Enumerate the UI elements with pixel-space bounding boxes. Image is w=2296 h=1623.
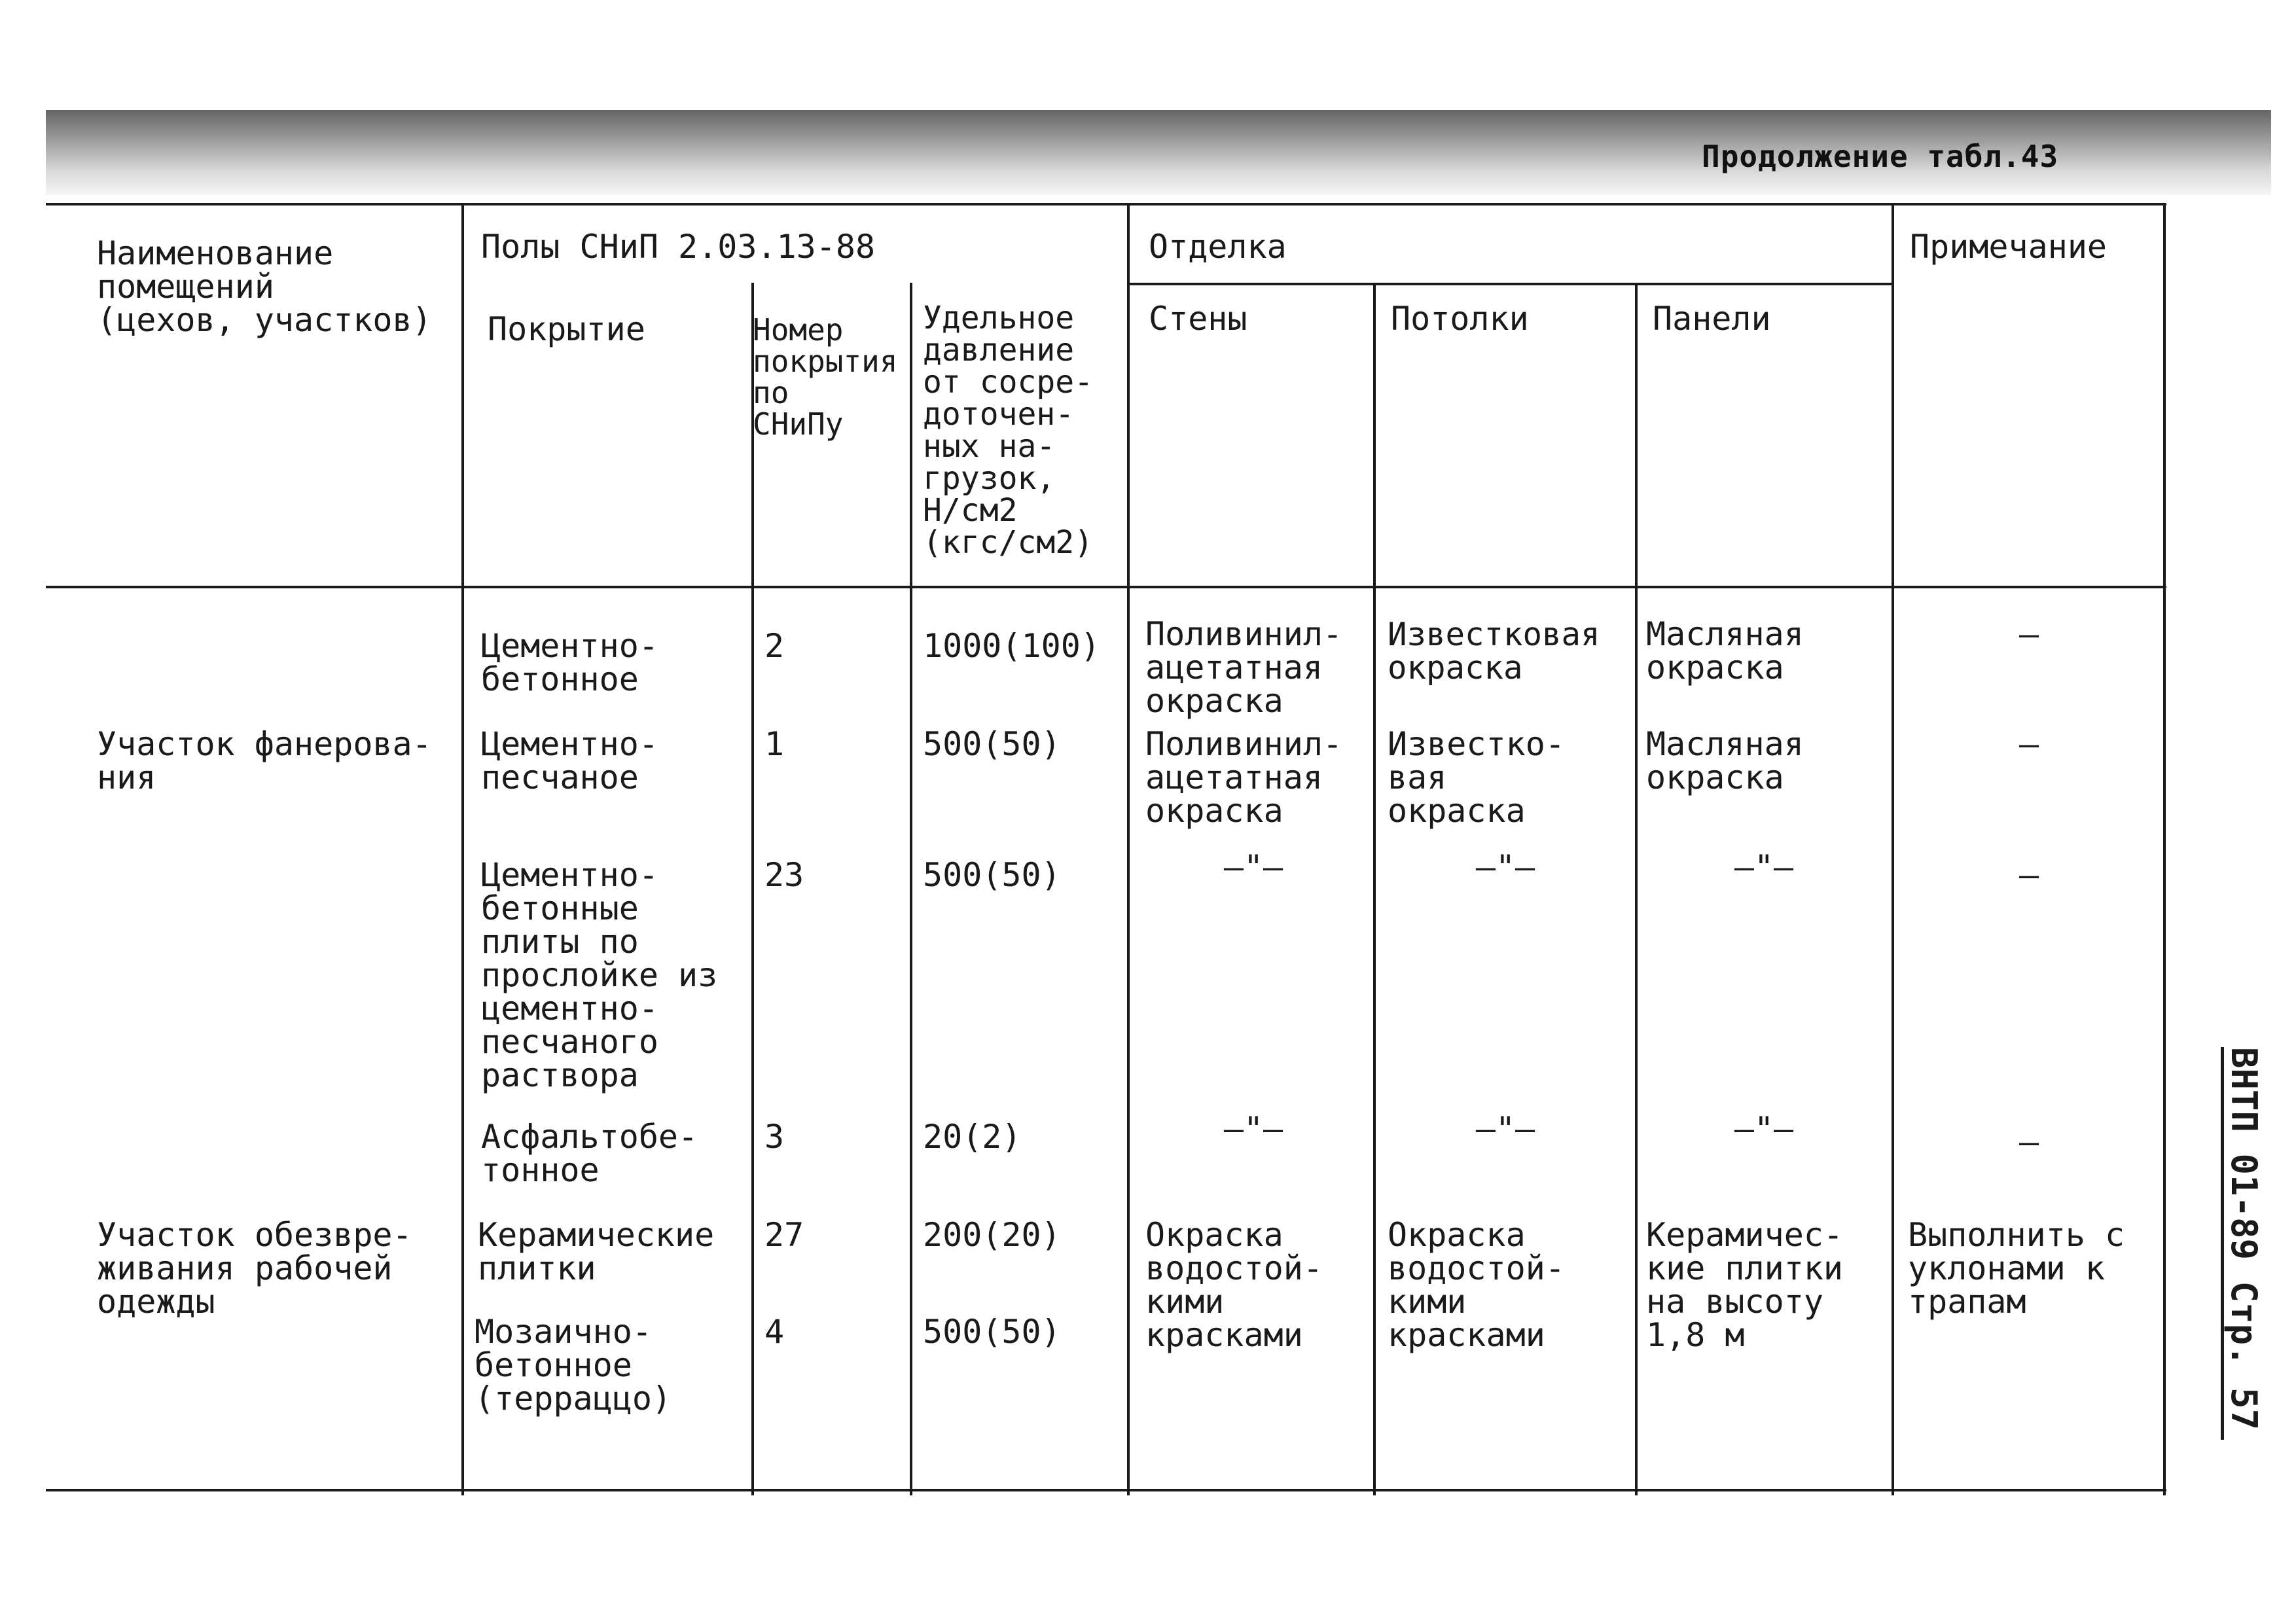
- coating-number-cell: 2: [764, 627, 785, 665]
- header-coating-number: Номер покрытия по СНиПу: [753, 312, 898, 442]
- walls-cell: Поливинил- ацетатная окраска: [1145, 615, 1343, 720]
- ceilings-cell: Окраска водостой- кими красками: [1388, 1216, 1565, 1354]
- pressure-cell: 500(50): [923, 725, 1061, 763]
- walls-cell: –"–: [1223, 1110, 1283, 1148]
- walls-cell: Поливинил- ацетатная окраска: [1145, 725, 1343, 830]
- ceilings-cell: Известковая окраска: [1388, 616, 1600, 687]
- pressure-cell: 500(50): [923, 1313, 1061, 1351]
- header-floors-group: Полы СНиП 2.03.13-88: [481, 228, 876, 266]
- pressure-cell: 200(20): [923, 1216, 1061, 1254]
- ceilings-cell: Известко- вая окраска: [1388, 725, 1565, 830]
- page-reference-label: ВНТП 01-89 Стр. 57: [2223, 1047, 2265, 1431]
- walls-cell: –"–: [1223, 848, 1283, 886]
- pressure-cell: 1000(100): [923, 627, 1100, 665]
- coating-number-cell: 1: [764, 725, 785, 763]
- note-cell: Выполнить с уклонами к трапам: [1908, 1216, 2125, 1321]
- header-coating: Покрытие: [488, 310, 645, 348]
- coating-cell: Мозаично- бетонное (терраццо): [475, 1313, 672, 1418]
- coating-cell: Цементно- бетонное: [481, 627, 658, 698]
- coating-cell: Асфальтобе- тонное: [481, 1118, 698, 1189]
- note-cell: –: [2018, 856, 2039, 894]
- panels-cell: Масляная окраска: [1646, 725, 1804, 796]
- header-note: Примечание: [1910, 228, 2108, 266]
- coating-number-cell: 23: [764, 856, 804, 894]
- coating-number-cell: 3: [764, 1118, 785, 1156]
- panels-cell: –"–: [1734, 848, 1794, 886]
- header-panels: Панели: [1653, 300, 1771, 338]
- panels-cell: –"–: [1734, 1110, 1794, 1148]
- header-pressure: Удельное давление от сосре- доточен- ных на- грузок, Н/см2 (кгс/см2): [923, 300, 1094, 561]
- ceilings-cell: –"–: [1475, 848, 1535, 886]
- note-cell: –: [2018, 1123, 2039, 1161]
- coating-cell: Цементно- бетонные плиты по прослойке из цементно- песчаного раствора: [481, 856, 718, 1094]
- coating-cell: Керамические плитки: [478, 1216, 715, 1287]
- pressure-cell: 500(50): [923, 856, 1061, 894]
- ceilings-cell: –"–: [1475, 1110, 1535, 1148]
- pressure-cell: 20(2): [923, 1118, 1022, 1156]
- coating-number-cell: 4: [764, 1313, 785, 1351]
- coating-number-cell: 27: [764, 1216, 804, 1254]
- walls-cell: Окраска водостой- кими красками: [1145, 1216, 1323, 1354]
- header-finish-group: Отделка: [1149, 228, 1287, 266]
- page-reference: [2219, 1047, 2271, 1440]
- panels-cell: Керамичес- кие плитки на высоту 1,8 м: [1646, 1216, 1844, 1354]
- header-ceilings: Потолки: [1391, 300, 1529, 338]
- header-rooms: Наименование помещений (цехов, участков): [97, 234, 432, 339]
- room-name: Участок фанерова- ния: [97, 725, 432, 796]
- coating-cell: Цементно- песчаное: [481, 725, 658, 796]
- note-cell: –: [2018, 615, 2039, 653]
- panels-cell: Масляная окраска: [1646, 615, 1804, 687]
- note-cell: –: [2018, 725, 2039, 763]
- table-continuation-label: Продолжение табл.43: [1702, 139, 2059, 174]
- room-name: Участок обезвре- живания рабочей одежды: [97, 1216, 412, 1321]
- header-walls: Стены: [1149, 300, 1247, 338]
